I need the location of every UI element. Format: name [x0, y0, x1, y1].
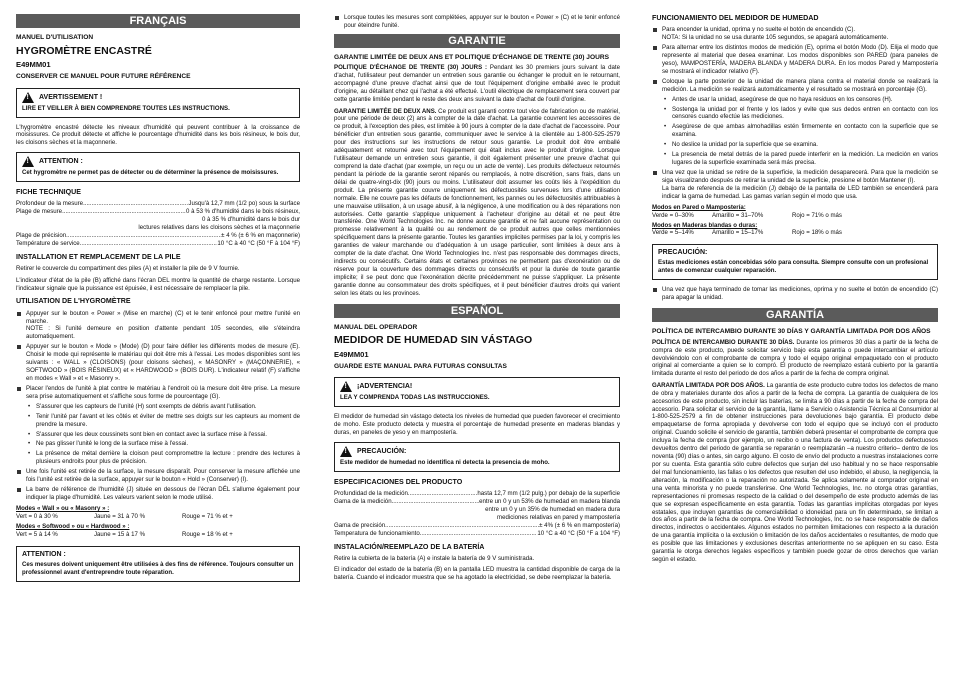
caution-text: Ces mesures doivent uniquement être utilisées à des fins de référence. Toujours consulter un professionnel avant d'entreprendre toute réparation. — [22, 560, 294, 576]
sub-list-item: • Asegúrese de que ambas almohadillas estén firmemente en contacto con la superficie que se examina. — [662, 123, 938, 139]
list-item: Una vez que haya terminado de tomar las mediciones, oprima y no suelte el botón de encendido (C) para apagar la unidad. — [652, 286, 938, 302]
sub-list-item: • La presencia de metal detrás de la pared puede interferir en la medición. La medición en varios lugares de la superficie examinada será más precisa. — [662, 151, 938, 167]
list-item: La barre de référence de l'humidité (J) située en dessous de l'écran DÉL s'allume également pour indiquer la plage d'humidité. Les valeurs varient selon le mode utilisé. — [16, 486, 300, 502]
warning-title: AVERTISSEMENT ! — [39, 93, 103, 101]
sub-list-item: • Ne pas glisser l'unité le long de la surface mise à l'essai. — [26, 440, 300, 448]
note-text: NOTE : Si l'unité demeure en position d'attente pendant 105 secondes, elle s'éteindra automatiquement. — [26, 325, 300, 341]
sub-list-item: • Tenir l'unité par l'avant et les côtés et éviter de mettre ses doigts sur les capteurs au moment de prendre la mesure. — [26, 413, 300, 429]
caution-title: ATTENTION : — [22, 550, 66, 558]
warning-box — [334, 377, 620, 407]
spec-continuation: mediciones relativas en pared y mampostería — [497, 513, 620, 521]
caution-title: PRECAUCIÓN: — [658, 249, 708, 257]
list-item: Para alternar entre los distintos modos de medición (E), oprima el botón Modo (D). Elija el modo que represente al material que desea examinar. Los modos disponibles son PARED (para paneles de yeso), MAMPOSTERÍA, MADERA BLANDA y MADERA DURA. En los modos Pared y Mampostería se mostrará el indicador relativo (F). — [652, 44, 938, 76]
list-item: Coloque la parte posterior de la unidad de manera plana contra el material donde se realizará la medición. La medición se realizará automáticamente y el resultado se mostrará en porcentaje (G). • Antes de usar la unidad, asegúrese de que no haya residuos en los censores (H). • Sostenga la unidad por el frente y los lados y evite que sus dedos entren en contacto con los censores cuando efectúe las mediciones. • Asegúrese de que ambas almohadillas estén firmemente en contacto con la superficie que se examina. • No deslice la unidad por la superficie que se examina. • La presencia de metal detrás de la pared puede interferir en la medición. La medición en varios lugares de la superficie examinada será más precisa. — [652, 78, 938, 167]
caution-box — [652, 244, 938, 280]
warning-box — [16, 88, 300, 118]
warranty-paragraph: POLITIQUE D'ÉCHANGE DE TRENTE (30) JOURS : Pendant les 30 premiers jours suivant la date d'achat, l'utilisateur peut demander un entretien sous garantie ou échanger le produit en le retournant, accompagné d'une preuve d'achat ainsi que de tout l'équipement d'origine emballé avec le produit d'origine, au détaillant chez qui l'achat a été effectué. L'outil électrique de remplacement sera couvert par cette garantie limitée pendant le reste des deux ans suivant la date d'achat de l'outil d'origine. — [334, 64, 620, 104]
list-item: Placer l'endos de l'unité à plat contre le matériau à l'endroit où la mesure doit être prise. La mesure sera prise automatiquement et s'affiche sous forme de pourcentage (G). • S'assurer que les capteurs de l'unité (H) sont exempts de débris avant l'utilisation. • Tenir l'unité par l'avant et les côtés et éviter de mettre ses doigts sur les capteurs au moment de prendre la mesure. • S'assurer que les deux coussinets sont bien en contact avec la surface mise à l'essai. • Ne pas glisser l'unité le long de la surface mise à l'essai. • La présence de métal derrière la cloison peut compromettre la lecture : prendre des lectures à plusieurs endroits pour plus de précision. — [16, 385, 300, 466]
operation-list — [652, 26, 938, 200]
warning-title: ¡ADVERTENCIA! — [357, 383, 413, 391]
caution-icon — [22, 156, 34, 167]
note-text: NOTA: Si la unidad no se usa durante 105 segundos, se apagará automáticamente. — [662, 34, 889, 42]
list-item: Lorsque toutes les mesures sont complétées, appuyer sur le bouton « Power » (C) et le tenir enfoncé pour éteindre l'unité. — [334, 14, 620, 30]
caution-text: Cet hygromètre ne permet pas de détecter ou de déterminer la présence de moisissures. — [22, 169, 279, 177]
battery-paragraph: L'indicateur d'état de la pile (B) affiché dans l'écran DEL montre la quantité de charge restante. Lorsque l'indicateur signale que la puissance est épuisée, il est nécessaire de remplacer la pile. — [16, 276, 300, 292]
warning-text: LIRE ET VEILLER À BIEN COMPRENDRE TOUTES LES INSTRUCTIONS. — [22, 104, 230, 112]
keep-manual-note: GUARDE ESTE MANUAL PARA FUTURAS CONSULTAS — [334, 362, 507, 370]
battery-paragraph: El indicador del estado de la batería (B) en la pantalla LED muestra la cantidad disponible de carga de la batería. Cuando el indicador muestra que se ha agotado la electricidad, se debe reemplazar la batería. — [334, 566, 620, 582]
spec-row: Profondeur de la mesure ..... Jusqu'à 12,7 mm (1/2 po) sous la surface — [16, 200, 300, 208]
warranty-paragraph: GARANTÍA LIMITADA POR DOS AÑOS. La garantía de este producto cubre todos los defectos de mano de obra y materiales durante dos años a partir de la fecha de compra. La garantía de cualquiera de los accesorios de este producto, sin incluir las baterías, se limita a 90 días a partir de la fecha de compra del accesorio. Para solicitar el servicio de la garantía, llame a Servicio o Asistencia Técnica al Consumidor al 1-800-525-2579 a fin de obtener instrucciones para devoluciones bajo garantía. El producto debe empaquetarse de forma apropiada y devolverse con todo el equipo que se incluyó con el producto original. Cuando solicite el servicio de garantía, también deberá presentar el comprobante de compra que incluya la fecha de compra (por ejemplo, un recibo o una factura de venta). Los productos defectuosos devueltos dentro del periodo de garantía se repararán o reemplazarán –a nuestro criterio– dentro de los noventa (90) días o antes, sin cargo alguno. El costo de envío del producto a nuestras instalaciones corre por su cuenta. Esta garantía sólo cubre defectos que surjan del uso habitual y no se hace responsable del mal funcionamiento, las fallas o los defectos que resulten del uso indebido, el abuso, la negligencia, la alteración, la modificación o la reparación no autorizada. Se aplica solamente al comprador original en una venta minorista y no puede transferirse. One World Technologies, Inc. no otorga otras garantías, representaciones ni promesas respecto de la calidad o del desempeño de este producto además de las que se expresan específicamente en esta garantía. Todas las garantías implícitas otorgadas por leyes estatales, que incluyen garantías de comerciabilidad o idoneidad para un fin determinado, se limitan a dos años a partir de la fecha de compra. One World Technologies, Inc. no se hace responsable de daños directos, indirectos o accidentales. Algunos estados no permiten limitaciones con respecto a la duración de una garantía implícita o la exclusión o limitación de los daños accidentales o resultantes, de modo que es posible que las limitaciones y exclusiones descritas anteriormente no se apliquen en su caso. Esta garantía le otorga derechos legales específicos y también puede gozar de otros derechos que varían según el estado. — [652, 381, 938, 564]
mode-values: Vert = 5 à 14 % Jaune = 15 à 17 % Rouge = 18 % et + — [16, 530, 233, 538]
list-item: Appuyer sur le bouton « Power » (Mise en marche) (C) et le tenir enfoncé pour mettre l'unité en marche. NOTE : Si l'unité demeure en position d'attente pendant 105 secondes, elle s'éteindra automatiquement. — [16, 310, 300, 342]
product-title: MEDIDOR DE HUMEDAD SIN VÁSTAGO — [334, 334, 533, 347]
mode-values: Verde = 5–14% Amarillo = 15–17% Rojo = 18% o más — [652, 229, 842, 237]
mode-heading: Modos en Maderas blandas o duras: — [652, 221, 758, 229]
section-bar-garantie: GARANTIE — [334, 34, 620, 48]
spec-row: Gama de la medición ..... entre un 0 y un 53% de humedad en madera blanda — [334, 498, 620, 506]
warning-icon — [340, 381, 352, 392]
sub-list-item: • No deslice la unidad por la superficie que se examina. — [662, 141, 938, 149]
section-bar-espanol: ESPAÑOL — [334, 304, 620, 318]
caution-box — [334, 442, 620, 472]
spec-continuation: entre un 0 y un 35% de humedad en madera dura — [485, 505, 620, 513]
battery-heading: INSTALLATION ET REMPLACEMENT DE LA PILE — [16, 252, 181, 261]
warning-text: LEA Y COMPRENDA TODAS LAS INSTRUCCIONES. — [340, 394, 490, 402]
intro-paragraph: El medidor de humedad sin vástago detecta los niveles de humedad que pueden favorecer el crecimiento de moho. Este producto detecta y muestra el porcentaje de humedad presente en maderas blandas y duras, en paneles de yeso y en mampostería. — [334, 413, 620, 436]
spec-heading: FICHE TECHNIQUE — [16, 188, 82, 197]
warranty-paragraph: GARANTIE LIMITÉE DE DEUX ANS. Ce produit est garanti contre tout vice de fabrication ou de matériel, pour une période de deux (2) ans à compter de la date d'achat. La garantie couvrent les accessoires de ce produit, à l'exception des piles, est limitée à 90 jours à compter de la date d'achat de l'accessoire. Pour bénéficier d'un entretien sous garantie, communiquer avec le service à la clientèle au 1-800-525-2579 pour des instructions sur les instructions de retour sous garantie. Le produit doit être emballé adéquatement et retourné avec tout l'équipement qui était inclus avec le produit d'origine. Lorsque l'utilisateur demande un entretien sous garantie, il doit également présenter une preuve d'achat qui comprend la date d'achat (par exemple, un reçu ou un acte de vente). Les produits défectueux retournés pendant la période de la garantie seront réparés ou remplacés, à notre discrétion, sans frais, dans un délai de quatre-vingt-dix (90) jours ou moins. L'utilisateur doit assumer les coûts liés à l'expédition du produit. La présente garantie couvre uniquement les défectuosités survenues lors d'une utilisation normale. Elle ne couvre pas les défauts de fonctionnement, les pannes ou les défectuosités attribuables à une mauvaise utilisation, à un usage abusif, à la négligence, à une modification ou à des réparations non autorisées. Cette garantie s'applique uniquement à l'acheteur d'origine au détail et ne peut être transférée. One World Technologies Inc. ne donne aucune garantie et ne fait aucune représentation ou promesse relativement à la qualité ou au rendement de ce produit autres que celles mentionnées spécifiquement dans la présente garantie. Toutes les garanties implicites permises par la loi, y compris les garanties de valeur marchande ou d'adéquation à un usage particulier, sont limitées à deux ans à compter de la date d'achat. One World Technologies Inc. n'est pas responsable des dommages directs, indirects ou consécutifs. Certains états et certaines provinces ne permettent pas d'exonération ou de réserve pour la couverture des dommages directs ou consécutifs et pour la durée de toute garantie implicite; il se peut donc que l'exonération décrite précédemment ne puisse s'appliquer. La présente garantie donne au consommateur des droits spécifiques, et il peut bénéficier d'autres droits qui varient selon les états ou les provinces. — [334, 107, 620, 297]
battery-paragraph: Retirer le couvercle du compartiment des piles (A) et installer la pile de 9 V fournie. — [16, 265, 240, 273]
spec-row: Temperatura de funcionamiento ..... 10 °C a 40 °C (50 °F a 104 °F) — [334, 530, 620, 538]
sub-list-item: • S'assurer que les deux coussinets sont bien en contact avec la surface mise à l'essai. — [26, 431, 300, 439]
mode-heading: Modos en Pared o Mampostería: — [652, 203, 746, 211]
caution-title: PRECAUCIÓN: — [357, 447, 407, 455]
model-number: E49MM01 — [334, 349, 369, 359]
mode-values: Verde = 0–30% Amarillo = 31–70% Rojo = 71% o más — [652, 211, 842, 219]
list-item: Una vez que la unidad se retire de la superficie, la medición desaparecerá. Para que la medición se siga visualizando después de retirar la unidad de la superficie, presione el botón Mantener (I). La barra de referencia de la medición (J) debajo de la pantalla de LED también se encenderá para indicar la gama de humedad. Las gamas varían según el modo que usa. — [652, 169, 938, 201]
operation-heading: FUNCIONAMIENTO DEL MEDIDOR DE HUMEDAD — [652, 14, 819, 22]
caution-box — [16, 546, 300, 582]
caution-box — [16, 152, 300, 182]
caution-text: Estas mediciones están concebidas sólo para consulta. Siempre consulte con un profesional antes de comenzar cualquier reparación. — [658, 259, 929, 275]
spec-continuation: lectures relatives dans les cloisons sèches et la maçonnerie — [138, 224, 300, 232]
warranty-heading: GARANTIE LIMITÉE DE DEUX ANS ET POLITIQUE D'ÉCHANGE DE TRENTE (30) JOURS — [334, 53, 609, 61]
column-french — [16, 14, 300, 669]
usage-list — [334, 14, 620, 30]
list-item: Appuyer sur le bouton « Mode » (Mode) (D) pour faire défiler les différents modes de mesure (E). Choisir le mode qui représente le matériau qui doit être mis à l'essai. Les modes disponibles sont les suivants : « WALL » (CLOISONS) (pour cloisons sèches), « MASONRY » (MAÇONNERIE), « SOFTWOOD » (BOIS RÉSINEUX) et « HARDWOOD » (BOIS DUR). L'indicateur relatif (F) s'affiche en modes « Wall » et « Masonry ». — [16, 343, 300, 383]
section-bar-francais: FRANÇAIS — [16, 14, 300, 28]
usage-list — [16, 310, 300, 502]
caution-text: Este medidor de humedad no identifica ni detecta la presencia de moho. — [340, 458, 550, 466]
intro-paragraph: L'hygromètre encastré détecte les niveaux d'humidité qui peuvent contribuer à la croissance de moisissures. Ce produit détecte et affiche le pourcentage d'humidité dans les bois résineux, le bois dur, les cloisons sèches et la maçonnerie. — [16, 123, 300, 147]
spec-row: Profundidad de la medición ..... hasta 12,7 mm (1/2 pulg.) por debajo de la superficie — [334, 490, 620, 498]
caution-title: ATTENTION : — [39, 158, 83, 166]
spec-row: Plage de mesure ..... 0 à 53 % d'humidité dans le bois résineux, — [16, 208, 300, 216]
sub-list — [662, 96, 938, 167]
spec-row: Gama de precisión ..... ± 4% (± 6 % en mampostería) — [334, 522, 620, 530]
usage-heading: UTILISATION DE L'HYGROMÈTRE — [16, 297, 131, 306]
spec-heading: ESPECIFICACIONES DEL PRODUCTO — [334, 477, 463, 486]
spec-continuation: 0 à 35 % d'humidité dans le bois dur — [201, 216, 300, 224]
product-title: HYGROMÈTRE ENCASTRÉ — [16, 44, 152, 57]
warning-icon — [22, 92, 34, 103]
column-middle — [334, 14, 620, 669]
model-number: E49MM01 — [16, 60, 51, 70]
list-item: Para encender la unidad, oprima y no suelte el botón de encendido (C). NOTA: Si la unidad no se usa durante 105 segundos, se apagará automáticamente. — [652, 26, 938, 42]
battery-paragraph: Retire la cubierta de la batería (A) e instale la batería de 9 V suministrada. — [334, 554, 535, 562]
battery-heading: INSTALACIÓN/REEMPLAZO DE LA BATERÍA — [334, 542, 485, 551]
warranty-paragraph: POLÍTICA DE INTERCAMBIO DURANTE 30 DÍAS. Durante los primeros 30 días a partir de la fecha de compra de este producto, puede solicitar servicio bajo esta garantía o puede intercambiar el artículo devolviéndolo con el comprobante de compra y todo el equipo original empaquetado con el producto original al comerciante a quien se lo compró. El producto de reemplazo estará cubierto por la garantía limitada durante el resto del periodo de dos años a partir de la fecha de compra original. — [652, 338, 938, 378]
mode-values: Vert = 0 à 30 % Jaune = 31 à 70 % Rouge = 71 % et + — [16, 512, 233, 520]
keep-manual-note: CONSERVER CE MANUEL POUR FUTURE RÉFÉRENCE — [16, 73, 191, 81]
sub-list-item: • La présence de métal derrière la cloison peut compromettre la lecture : prendre des lectures à plusieurs endroits pour plus de précision. — [26, 450, 300, 466]
mode-heading: Modes « Softwood » ou « Hardwood » : — [16, 522, 130, 530]
manual-label: MANUEL D'UTILISATION — [16, 34, 94, 41]
warranty-heading: POLÍTICA DE INTERCAMBIO DURANTE 30 DÍAS Y GARANTÍA LIMITADA POR DOS AÑOS — [652, 328, 931, 336]
sub-list-item: • S'assurer que les capteurs de l'unité (H) sont exempts de débris avant l'utilisation. — [26, 403, 300, 411]
sub-list — [26, 403, 300, 466]
section-bar-garantia: GARANTÍA — [652, 308, 938, 322]
spec-row: Température de service ..... 10 °C à 40 °C (50 °F à 104 °F) — [16, 240, 300, 248]
sub-list-item: • Sostenga la unidad por el frente y los lados y evite que sus dedos entren en contacto con los censores cuando efectúe las mediciones. — [662, 106, 938, 122]
column-spanish — [652, 14, 938, 669]
spec-row: Plage de précision ..... ± 4 % (± 6 % en maçonnerie) — [16, 232, 300, 240]
sub-list-item: • Antes de usar la unidad, asegúrese de que no haya residuos en los censores (H). — [662, 96, 938, 104]
operation-list — [652, 286, 938, 302]
mode-heading: Modes « Wall » ou « Masonry » : — [16, 504, 110, 512]
caution-icon — [340, 446, 352, 457]
list-item: Une fois l'unité est retirée de la surface, la mesure disparaît. Pour conserver la mesure affichée une fois l'unité est retirée de la surface, appuyer sur le bouton « Hold » (Conserver) (I). — [16, 468, 300, 484]
manual-label: MANUAL DEL OPERADOR — [334, 323, 418, 331]
